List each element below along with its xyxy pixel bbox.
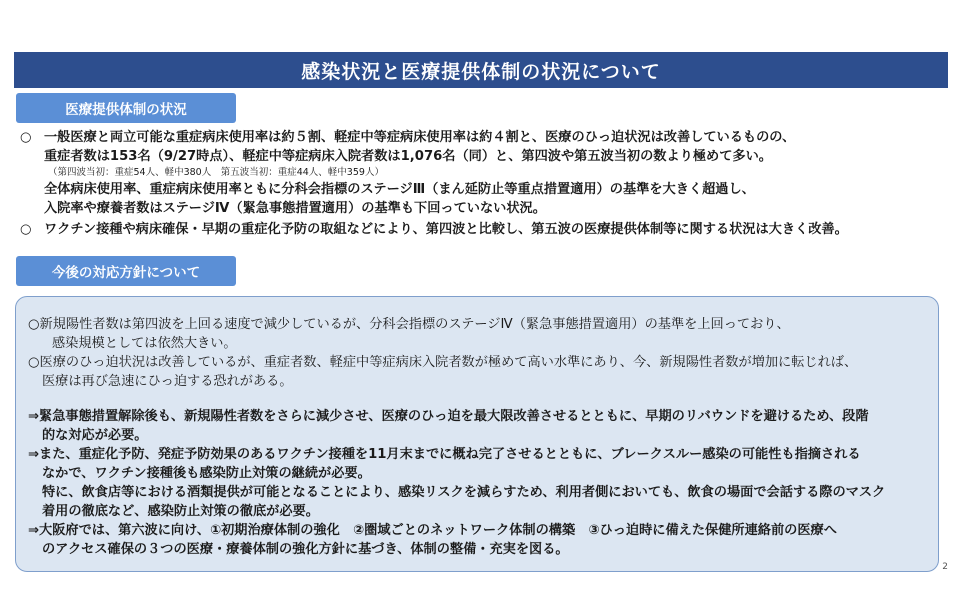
status-line-4: 入院率や療養者数はステージⅣ（緊急事態措置適用）の基準も下回っていない状況。 bbox=[44, 201, 546, 216]
policy-line: 感染規模としては依然大きい。 bbox=[52, 336, 237, 351]
status-bullet-2: ○ ワクチン接種や病床確保・早期の重症化予防の取組などにより、第四波と比較し、第五波の医療提供体制等に関する状況は大きく改善。 bbox=[20, 222, 848, 237]
action-line: 的な対応が必要。 bbox=[42, 428, 148, 443]
section-label-policy: 今後の対応方針について bbox=[16, 256, 236, 286]
action-line: なかで、ワクチン接種後も感染防止対策の継続が必要。 bbox=[42, 466, 371, 481]
action-line: 特に、飲食店等における酒類提供が可能となることにより、感染リスクを減らすため、利用者側においても、飲食の場面で会話する際のマスク bbox=[42, 485, 886, 500]
section-label-medical-status: 医療提供体制の状況 bbox=[16, 93, 236, 123]
policy-line: 医療は再び急速にひっ迫する恐れがある。 bbox=[42, 374, 293, 389]
policy-content bbox=[28, 315, 928, 559]
policy-box bbox=[15, 296, 939, 572]
action-line: のアクセス確保の３つの医療・療養体制の強化方針に基づき、体制の整備・充実を図る。 bbox=[42, 542, 569, 557]
status-line-1: ○ 一般医療と両立可能な重症病床使用率は約５割、軽症中等症病床使用率は約４割と、医療のひっ迫状況は改善しているものの、 bbox=[20, 130, 796, 145]
status-line-2: 重症者数は153名（9/27時点）、軽症中等症病床入院者数は1,076名（同）と、第四波や第五波当初の数より極めて多い。 bbox=[44, 149, 772, 164]
medical-status-section bbox=[20, 128, 950, 239]
slide-title-bar bbox=[14, 52, 948, 88]
bullet-mark: ○ bbox=[20, 130, 32, 145]
policy-line: ○新規陽性者数は第四波を上回る速度で減少しているが、分科会指標のステージⅣ（緊急事態措置適用）の基準を上回っており、 bbox=[28, 317, 790, 332]
bullet-mark: ○ bbox=[20, 222, 32, 237]
action-line: ⇒また、重症化予防、発症予防効果のあるワクチン接種を11月末までに概ね完了させるとともに、ブレークスルー感染の可能性も指摘される bbox=[28, 447, 861, 462]
page-number: 2 bbox=[942, 562, 948, 572]
slide-title: 感染状況と医療提供体制の状況について bbox=[301, 60, 661, 83]
status-line-3: 全体病床使用率、重症病床使用率ともに分科会指標のステージⅢ（まん延防止等重点措置適用）の基準を大きく超過し、 bbox=[44, 182, 755, 197]
policy-line: ○医療のひっ迫状況は改善しているが、重症者数、軽症中等症病床入院者数が極めて高い水準にあり、今、新規陽性者数が増加に転じれば、 bbox=[28, 355, 858, 370]
action-line: 着用の徹底など、感染防止対策の徹底が必要。 bbox=[42, 504, 319, 519]
action-line: ⇒緊急事態措置解除後も、新規陽性者数をさらに減少させ、医療のひっ迫を最大限改善させるとともに、早期のリバウンドを避けるため、段階 bbox=[28, 409, 869, 424]
action-line: ⇒大阪府では、第六波に向け、①初期治療体制の強化 ②圏域ごとのネットワーク体制の構築 ③ひっ迫時に備えた保健所連絡前の医療へ bbox=[28, 523, 837, 538]
status-note: （第四波当初：重症54人、軽中380人 第五波当初：重症44人、軽中359人） bbox=[48, 167, 384, 178]
